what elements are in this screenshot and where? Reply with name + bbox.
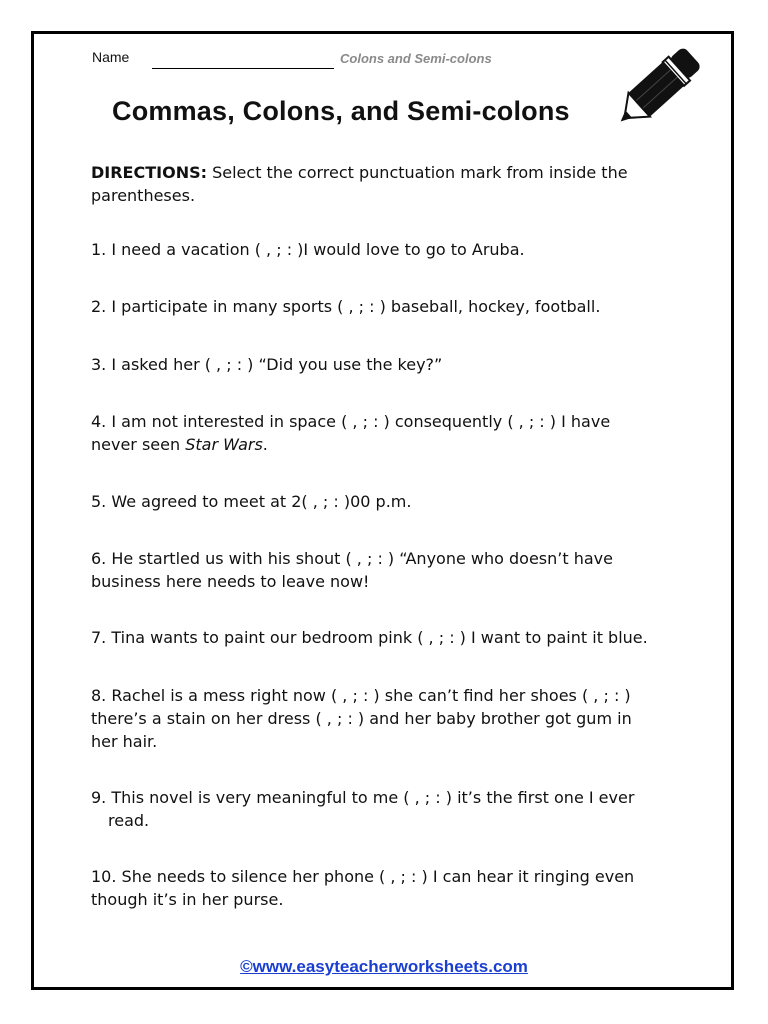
directions bbox=[91, 161, 691, 207]
question-line: 8. Rachel is a mess right now ( , ; : ) she can’t find her shoes ( , ; : ) bbox=[91, 686, 631, 705]
question-text: never seen bbox=[91, 435, 186, 454]
question-line: there’s a stain on her dress ( , ; : ) and her baby brother got gum in bbox=[91, 709, 632, 728]
worksheet-header-title: Colons and Semi-colons bbox=[340, 51, 492, 66]
name-label: Name bbox=[92, 49, 130, 65]
question-line: read. bbox=[108, 811, 150, 830]
question-1 bbox=[91, 238, 691, 261]
question-line: 6. He startled us with his shout ( , ; : ) “Anyone who doesn’t have bbox=[91, 549, 613, 568]
question-3 bbox=[91, 353, 691, 376]
question-line: 2. I participate in many sports ( , ; : ) baseball, hockey, football. bbox=[91, 297, 601, 316]
question-line: business here needs to leave now! bbox=[91, 572, 370, 591]
pencil-icon bbox=[604, 32, 716, 140]
question-6 bbox=[91, 547, 691, 593]
question-line: 10. She needs to silence her phone ( , ; : ) I can hear it ringing even bbox=[91, 867, 635, 886]
question-2 bbox=[91, 295, 691, 318]
question-5 bbox=[91, 490, 691, 513]
question-7 bbox=[91, 626, 691, 649]
question-line: 7. Tina wants to paint our bedroom pink ( , ; : ) I want to paint it blue. bbox=[91, 628, 648, 647]
question-line: 3. I asked her ( , ; : ) “Did you use the key?” bbox=[91, 355, 443, 374]
question-10 bbox=[91, 865, 691, 911]
question-line: 9. This novel is very meaningful to me ( , ; : ) it’s the first one I ever bbox=[91, 788, 635, 807]
directions-label: DIRECTIONS: bbox=[91, 163, 208, 182]
name-input-line[interactable] bbox=[152, 68, 334, 69]
question-line: 1. I need a vacation ( , ; : )I would love to go to Aruba. bbox=[91, 240, 525, 259]
question-line: her hair. bbox=[91, 732, 158, 751]
page-title: Commas, Colons, and Semi-colons bbox=[112, 96, 570, 126]
question-line: 5. We agreed to meet at 2( , ; : )00 p.m. bbox=[91, 492, 412, 511]
italic-title: Star Wars bbox=[185, 435, 263, 454]
question-text: . bbox=[262, 435, 268, 454]
question-line: 4. I am not interested in space ( , ; : ) consequently ( , ; : ) I have bbox=[91, 412, 611, 431]
footer-link[interactable]: ©www.easyteacherworksheets.com bbox=[240, 957, 528, 976]
question-line bbox=[91, 433, 691, 456]
question-9 bbox=[91, 786, 691, 832]
question-line: though it’s in her purse. bbox=[91, 890, 284, 909]
question-8 bbox=[91, 684, 691, 753]
directions-text: Select the correct punctuation mark from inside the parentheses. bbox=[91, 163, 628, 205]
question-4 bbox=[91, 410, 691, 456]
